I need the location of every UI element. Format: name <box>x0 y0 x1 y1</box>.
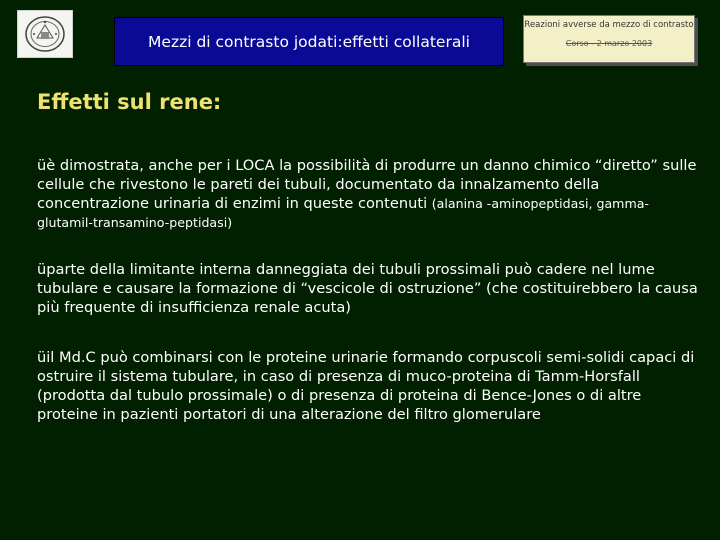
checkmark-bullet-icon: ü <box>37 261 47 278</box>
header-note-box <box>523 15 695 63</box>
checkmark-bullet-icon: ü <box>37 157 47 174</box>
header-note-subtitle: Corso - 2 marzo 2003 <box>565 39 653 48</box>
bullet-text-small: (alanina -aminopeptidasi, gamma-glutamil-transamino-peptidasi) <box>37 196 649 230</box>
university-seal-logo <box>17 10 73 58</box>
bullet-item <box>37 260 702 317</box>
bullet-text: parte della limitante interna danneggiata dei tubuli prossimali può cadere nel lume tubulare e causare la formazione di “vescicole di ostruzione” (che costituirebbero la causa più frequente di insufficienza renale acuta) <box>37 261 698 316</box>
checkmark-bullet-icon: ü <box>37 349 47 366</box>
bullet-text: il Md.C può combinarsi con le proteine urinarie formando corpuscoli semi-solidi capaci di ostruire il sistema tubulare, in caso di presenza di muco-proteina di Tamm-Horsfall (prodotta dal tubulo prossimale) o di presenza di proteina di Bence-Jones o di altre proteine in pazienti portatori di una alterazione del filtro glomerulare <box>37 349 695 423</box>
seal-icon <box>22 14 68 54</box>
slide-title-box <box>114 17 504 66</box>
bullet-item <box>37 348 702 424</box>
header-note-title: Reazioni avverse da mezzo di contrasto <box>524 20 694 30</box>
bullet-item <box>37 156 702 232</box>
bullet-text: è dimostrata, anche per i LOCA la possibilità di produrre un danno chimico “diretto” sulle cellule che rivestono le pareti dei tubuli, documentato da innalzamento della concentrazione urinaria di enzimi in queste contenuti <box>37 157 697 212</box>
bullet-list <box>37 156 702 455</box>
slide-title: Mezzi di contrasto jodati:effetti collaterali <box>148 32 470 51</box>
section-heading: Effetti sul rene: <box>37 90 222 114</box>
